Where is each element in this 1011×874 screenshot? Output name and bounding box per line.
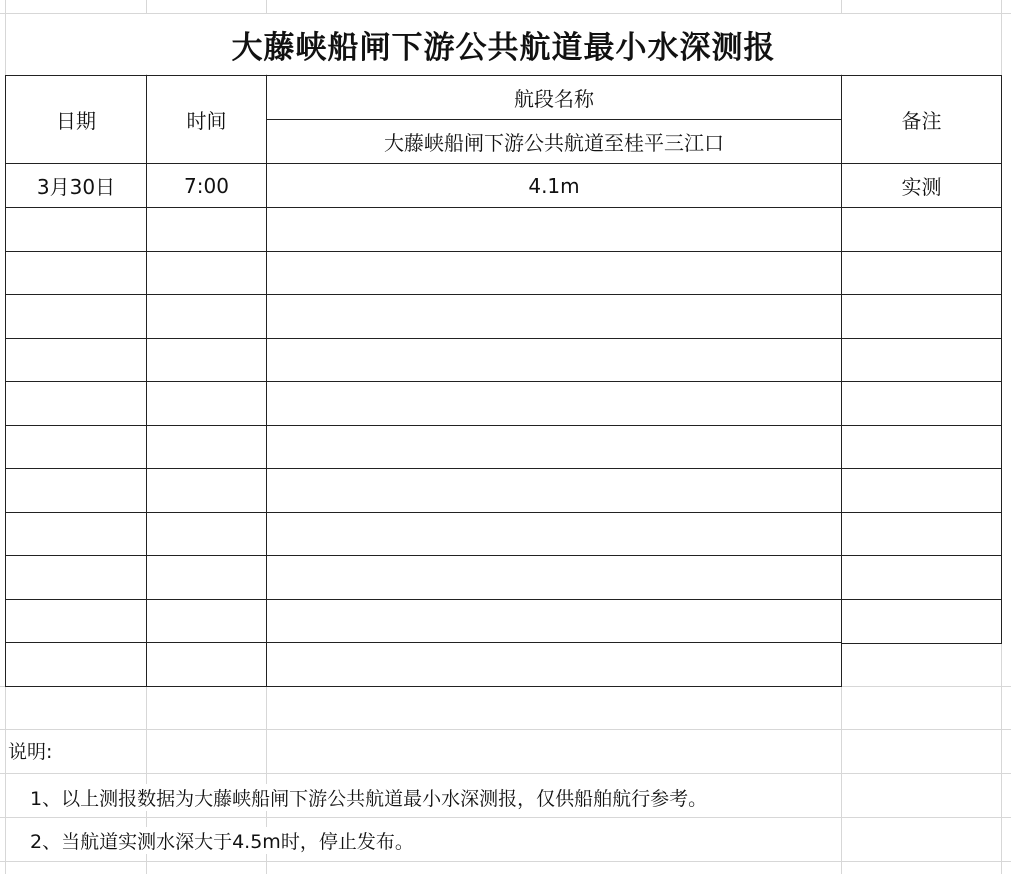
empty-cell[interactable] bbox=[5, 207, 147, 252]
empty-cell[interactable] bbox=[5, 338, 147, 383]
header-section-value[interactable]: 大藤峡船闸下游公共航道至桂平三江口 bbox=[266, 119, 842, 164]
empty-cell[interactable] bbox=[841, 294, 1002, 339]
notes-heading: 说明: bbox=[8, 737, 52, 764]
empty-cell[interactable] bbox=[266, 338, 842, 383]
empty-cell[interactable] bbox=[146, 468, 267, 513]
row-time-cell[interactable]: 7:00 bbox=[146, 163, 267, 208]
empty-cell[interactable] bbox=[5, 251, 147, 296]
header-remark[interactable]: 备注 bbox=[841, 75, 1002, 164]
empty-cell[interactable] bbox=[266, 425, 842, 470]
grid-row-line bbox=[0, 817, 1011, 818]
empty-cell[interactable] bbox=[146, 294, 267, 339]
empty-cell[interactable] bbox=[5, 294, 147, 339]
grid-row-line bbox=[0, 729, 1011, 730]
empty-cell[interactable] bbox=[841, 468, 1002, 513]
empty-cell[interactable] bbox=[266, 468, 842, 513]
empty-cell[interactable] bbox=[841, 425, 1002, 470]
grid-row-line bbox=[0, 773, 1011, 774]
empty-cell[interactable] bbox=[5, 425, 147, 470]
empty-cell[interactable] bbox=[841, 555, 1002, 600]
empty-cell[interactable] bbox=[5, 381, 147, 426]
row-depth-cell[interactable]: 4.1m bbox=[266, 163, 842, 208]
empty-cell[interactable] bbox=[5, 468, 147, 513]
empty-cell[interactable] bbox=[266, 555, 842, 600]
empty-cell[interactable] bbox=[841, 338, 1002, 383]
empty-cell[interactable] bbox=[146, 555, 267, 600]
note-item-1: 1、以上测报数据为大藤峡船闸下游公共航道最小水深测报，仅供船舶航行参考。 bbox=[30, 784, 707, 811]
page-title: 大藤峡船闸下游公共航道最小水深测报 bbox=[6, 14, 1001, 74]
row-date-cell[interactable]: 3月30日 bbox=[5, 163, 147, 208]
empty-cell[interactable] bbox=[266, 512, 842, 557]
empty-cell[interactable] bbox=[146, 599, 267, 644]
grid-row-line bbox=[0, 861, 1011, 862]
empty-cell[interactable] bbox=[841, 642, 1002, 687]
empty-cell[interactable] bbox=[146, 381, 267, 426]
header-time[interactable]: 时间 bbox=[146, 75, 267, 164]
empty-cell[interactable] bbox=[5, 512, 147, 557]
empty-cell[interactable] bbox=[841, 207, 1002, 252]
empty-cell[interactable] bbox=[841, 251, 1002, 296]
empty-cell[interactable] bbox=[266, 642, 842, 687]
empty-cell[interactable] bbox=[266, 251, 842, 296]
empty-cell[interactable] bbox=[5, 599, 147, 644]
empty-cell[interactable] bbox=[5, 555, 147, 600]
empty-cell[interactable] bbox=[266, 599, 842, 644]
empty-cell[interactable] bbox=[841, 599, 1002, 644]
empty-cell[interactable] bbox=[266, 207, 842, 252]
empty-cell[interactable] bbox=[146, 251, 267, 296]
empty-cell[interactable] bbox=[146, 207, 267, 252]
empty-cell[interactable] bbox=[146, 425, 267, 470]
empty-cell[interactable] bbox=[266, 381, 842, 426]
note-item-2: 2、当航道实测水深大于4.5m时，停止发布。 bbox=[30, 827, 414, 854]
empty-cell[interactable] bbox=[841, 512, 1002, 557]
empty-cell[interactable] bbox=[146, 338, 267, 383]
empty-cell[interactable] bbox=[146, 512, 267, 557]
row-remark-cell[interactable]: 实测 bbox=[841, 163, 1002, 208]
header-date[interactable]: 日期 bbox=[5, 75, 147, 164]
empty-cell[interactable] bbox=[266, 294, 842, 339]
empty-cell[interactable] bbox=[5, 642, 147, 687]
empty-cell[interactable] bbox=[841, 381, 1002, 426]
empty-cell[interactable] bbox=[146, 642, 267, 687]
header-section-name[interactable]: 航段名称 bbox=[266, 75, 842, 120]
